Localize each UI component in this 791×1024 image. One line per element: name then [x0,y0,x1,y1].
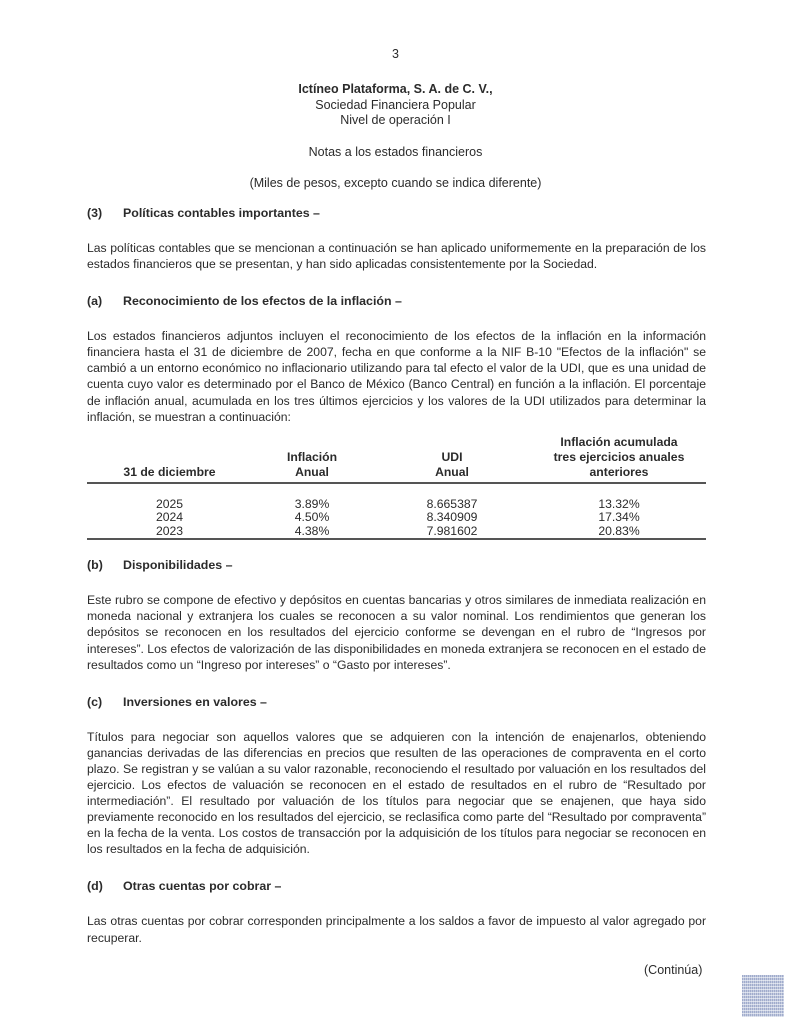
qr-code-icon [742,975,784,1017]
cell-inflation: 4.38% [252,525,372,540]
cell-cumulative: 20.83% [532,525,706,540]
section-title: Políticas contables importantes – [123,206,320,220]
header-line: Anual [435,464,469,479]
notes-title: Notas a los estados financieros [308,144,483,159]
subsection-title: Inversiones en valores – [123,694,267,709]
header-line: UDI [441,449,463,464]
subsection-c-heading [87,694,706,710]
section-3-heading [87,205,706,221]
cell-year: 2023 [87,525,252,540]
subsection-number: (b) [87,558,103,573]
cell-cumulative: 17.34% [598,510,640,525]
header-line: Inflación [286,449,338,464]
units-note: (Miles de pesos, excepto cuando se indica diferente) [249,176,542,190]
subsection-d-paragraph: Las otras cuentas por cobrar corresponden principalmente a los saldos a favor de impuesto al valor agregado por recuperar. [87,914,706,945]
subsection-title: Reconocimiento de los efectos de la inflación – [123,294,402,309]
cell-udi: 8.665387 [426,496,478,511]
table-row [87,511,706,525]
subsection-title: Otras cuentas por cobrar – [123,879,282,894]
subsection-b-heading [87,557,706,573]
cell-inflation: 3.89% [294,496,330,511]
table-header-row [87,435,706,483]
section-3-paragraph: Las políticas contables que se mencionan a continuación se han aplicado uniformemente en la preparación de los estados financieros que se presentan, y han sido aplicadas consistentemente por la Sociedad. [87,241,706,272]
cell-udi: 8.340909 [426,510,478,525]
subsection-number: (a) [87,294,103,309]
header-annual-inflation [252,435,372,483]
header-line: Inflación acumulada [560,434,678,449]
subsection-d-heading [87,878,706,894]
cell-udi: 7.981602 [372,525,532,540]
subsection-b-paragraph: Este rubro se compone de efectivo y depósitos en cuentas bancarias y otros similares de inmediata realización en moneda nacional y extranjera los cuales se reconocen a su valor nominal. Los rendimientos que generan los depósitos se reconocen en los resultados del ejercicio conforme se devengan en el rubro de “Ingresos por intereses”. Los efectos de valorización de las disponibilidades en moneda extranjera se reconocen en el estado de resultados como un “Ingreso por intereses” o “Gasto por intereses”. [87,593,706,672]
cell-year: 2024 [155,510,184,525]
inflation-table [87,435,706,541]
header-udi [372,435,532,483]
cell-cumulative: 13.32% [598,496,640,511]
document-header [0,82,791,192]
subsection-c-paragraph: Títulos para negociar son aquellos valores que se adquieren con la intención de enajenarlos, obteniendo ganancias derivadas de las diferencias en precios que resulten de las operaciones de compraventa en el corto plazo. Se registran y se valúan a su valor razonable, reconociendo el resultado por valuación en los resultados del ejercicio. Los efectos de valuación se reconocen en el estado de resultados en el rubro de “Resultado por intermediación”. El resultado por valuación de los títulos para negociar que se enajenen, que haya sido previamente reconocido en los resultados del ejercicio, se reclasifica como parte del “Resultado por compraventa” en la fecha de la venta. Los costos de transacción por la adquisición de los títulos para negociar se reconocen en los resultados en la fecha de adquisición. [87,729,706,857]
operation-level: Nivel de operación I [340,113,451,127]
cell-year: 2025 [155,496,184,511]
page-number: 3 [392,47,399,61]
header-line: Anual [295,464,329,479]
subsection-a-heading [87,293,706,309]
company-name: Ictíneo Plataforma, S. A. de C. V., [298,82,493,96]
continues-label: (Continúa) [644,963,703,977]
cell-inflation: 4.50% [294,510,330,525]
subsection-number: (d) [87,879,103,894]
section-number: (3) [87,206,103,220]
table-row [87,498,706,512]
subsection-number: (c) [87,694,103,709]
header-date: 31 de diciembre [87,435,252,483]
header-cumulative-inflation [532,435,706,483]
subsection-a-paragraph: Los estados financieros adjuntos incluyen el reconocimiento de los efectos de la inflación en la información financiera hasta el 31 de diciembre de 2007, fecha en que conforme a la NIF B-10 "Efectos de la inflación" se cambió a un entorno económico no inflacionario utilizando para tal efecto el valor de la UDI, que es una unidad de cuenta cuyo valor es determinado por el Banco de México (Banco Central) en función a la inflación. El porcentaje de inflación anual, acumulada en los tres últimos ejercicios y los valores de la UDI utilizados para determinar la inflación, se muestran a continuación: [87,329,706,424]
header-line: anteriores [589,464,649,479]
table-row [87,525,706,540]
subsection-title: Disponibilidades – [123,558,233,573]
document-body [87,205,706,946]
entity-type: Sociedad Financiera Popular [315,97,476,112]
header-line: tres ejercicios anuales [553,449,685,464]
